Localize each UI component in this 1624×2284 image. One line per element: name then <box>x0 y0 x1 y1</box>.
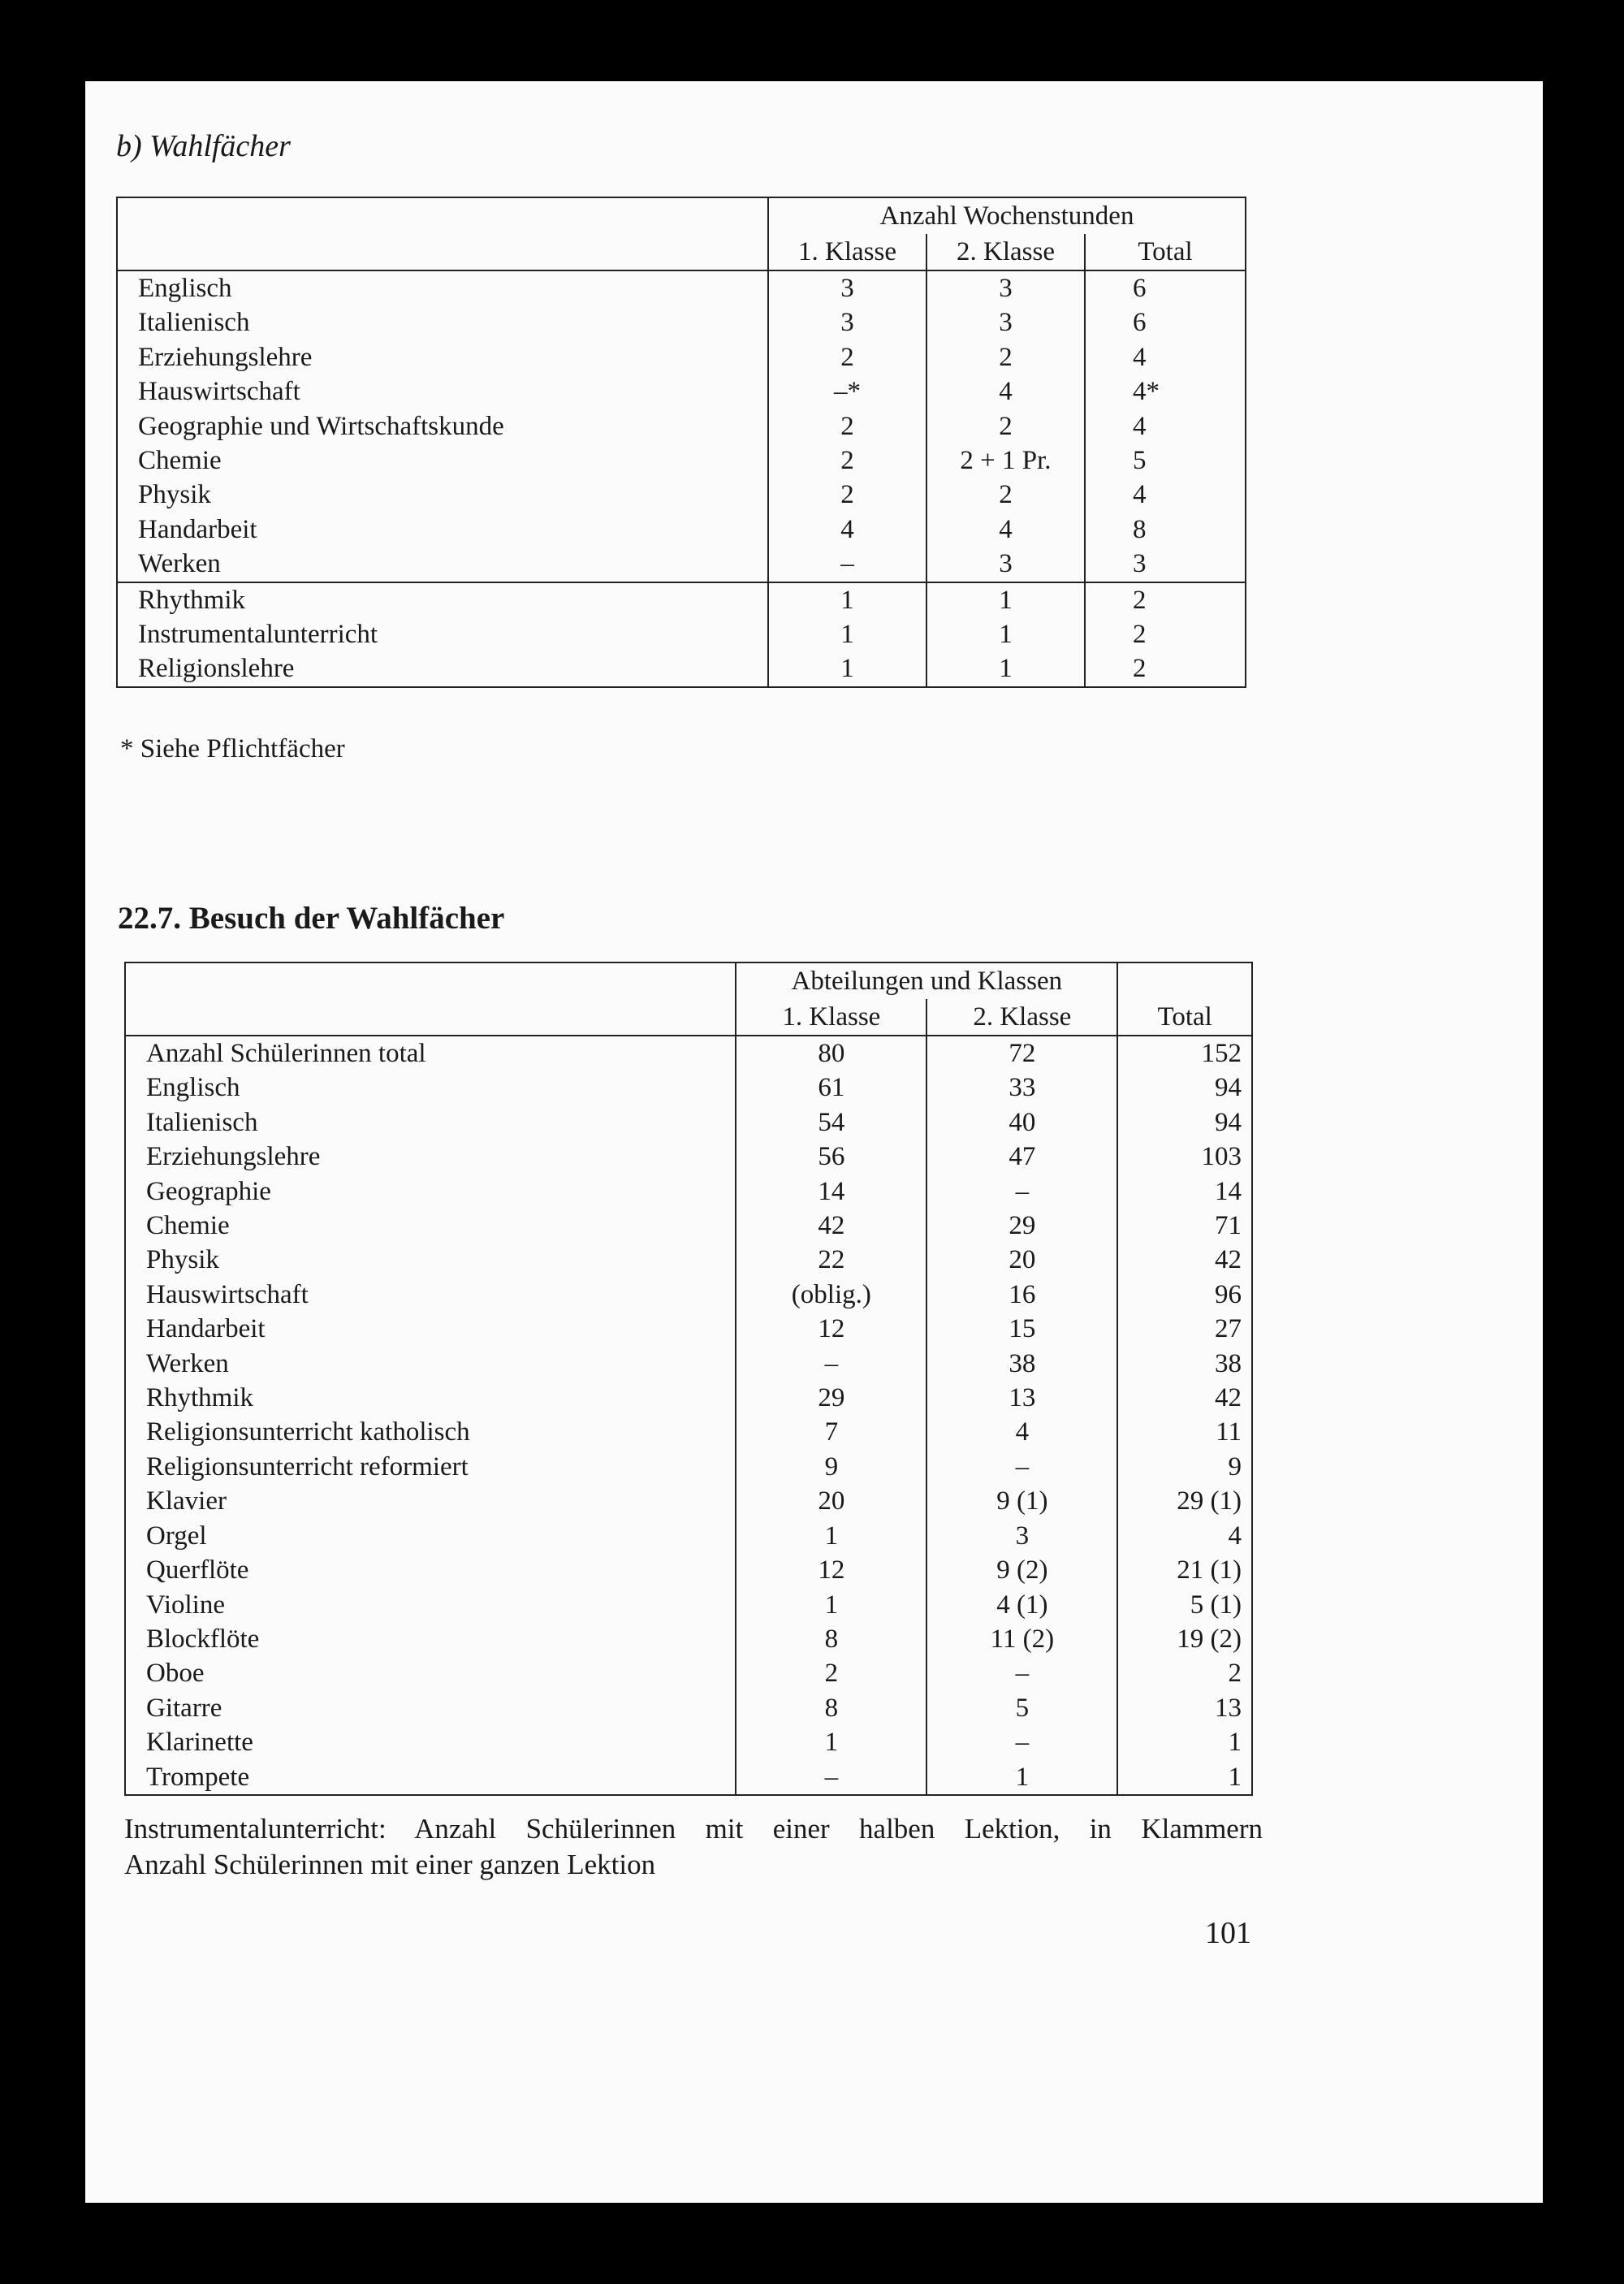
cell-total: 19 (2) <box>1117 1622 1252 1656</box>
cell-klasse-2: 2 + 1 Pr. <box>926 443 1085 478</box>
row-label: Geographie und Wirtschaftskunde <box>138 411 504 441</box>
cell-klasse-1: 1 <box>768 617 926 651</box>
cell-klasse-2: 4 <box>926 374 1085 409</box>
section-title-wahlfaecher: b) Wahlfächer <box>116 129 291 163</box>
cell-klasse-1: – <box>736 1347 926 1381</box>
cell-klasse-2: – <box>926 1656 1117 1690</box>
table-row <box>125 1588 1252 1622</box>
cell-klasse-2: 1 <box>926 651 1085 686</box>
row-label: Religionsunterricht katholisch <box>146 1417 470 1447</box>
cell-total: 94 <box>1117 1105 1252 1140</box>
section-title-besuch: 22.7. Besuch der Wahlfächer <box>118 901 505 936</box>
cell-total: 6 <box>1085 305 1246 340</box>
cell-total: 2 <box>1117 1656 1252 1690</box>
cell-klasse-2: 33 <box>926 1071 1117 1105</box>
cell-total: 152 <box>1117 1036 1252 1071</box>
row-label: Klavier <box>146 1486 227 1516</box>
row-label: Klarinette <box>146 1728 253 1758</box>
row-label: Werken <box>146 1348 229 1378</box>
table-row <box>125 1760 1252 1795</box>
cell-klasse-2: – <box>926 1450 1117 1484</box>
table-row <box>125 1312 1252 1346</box>
footnote-instrumentalunterricht <box>124 1811 1263 1883</box>
cell-klasse-1: 9 <box>736 1450 926 1484</box>
cell-total: 5 (1) <box>1117 1588 1252 1622</box>
table-row <box>117 409 1246 443</box>
cell-klasse-1: 12 <box>736 1553 926 1587</box>
cell-klasse-1: 7 <box>736 1415 926 1449</box>
table-row <box>125 1691 1252 1725</box>
row-label: Gitarre <box>146 1693 222 1723</box>
row-label: Blockflöte <box>146 1624 260 1654</box>
cell-klasse-2: 11 (2) <box>926 1622 1117 1656</box>
cell-total: 42 <box>1117 1381 1252 1415</box>
cell-total: 4 <box>1117 1519 1252 1553</box>
row-label: Rhythmik <box>117 582 768 617</box>
header-klasse-2: 2. Klasse <box>926 234 1085 270</box>
table-row <box>125 1519 1252 1553</box>
cell-klasse-1: 8 <box>736 1622 926 1656</box>
row-label: Werken <box>138 549 221 579</box>
row-label: Oboe <box>146 1659 205 1689</box>
cell-klasse-1: 54 <box>736 1105 926 1140</box>
cell-klasse-1: 56 <box>736 1140 926 1174</box>
table-row <box>117 443 1246 478</box>
row-label: Handarbeit <box>146 1314 266 1344</box>
row-label: Hauswirtschaft <box>146 1279 309 1309</box>
row-label: Religionslehre <box>138 654 295 684</box>
table-row <box>117 582 1246 617</box>
footnote-line-2: Anzahl Schülerinnen mit einer ganzen Lektion <box>124 1849 656 1880</box>
cell-klasse-2: 13 <box>926 1381 1117 1415</box>
row-label: Querflöte <box>146 1555 249 1585</box>
cell-total: 71 <box>1117 1209 1252 1243</box>
cell-klasse-2: 2 <box>926 409 1085 443</box>
cell-klasse-1: 3 <box>768 305 926 340</box>
table-row <box>125 1071 1252 1105</box>
table-row <box>117 513 1246 547</box>
cell-klasse-2: 20 <box>926 1243 1117 1277</box>
cell-klasse-1: (oblig.) <box>736 1278 926 1312</box>
cell-klasse-2: 47 <box>926 1140 1117 1174</box>
row-label: Religionsunterricht reformiert <box>146 1451 469 1482</box>
row-label: Trompete <box>146 1762 250 1792</box>
cell-klasse-1: 29 <box>736 1381 926 1415</box>
cell-klasse-2: 40 <box>926 1105 1117 1140</box>
row-label: Violine <box>146 1590 226 1620</box>
cell-klasse-2: 1 <box>926 617 1085 651</box>
row-label: Erziehungslehre <box>146 1142 321 1172</box>
cell-klasse-1: 1 <box>736 1588 926 1622</box>
table-row <box>117 547 1246 582</box>
header-group: Abteilungen und Klassen <box>736 962 1117 999</box>
cell-total: 4 <box>1085 478 1246 512</box>
cell-klasse-2: 3 <box>926 547 1085 582</box>
cell-total: 1 <box>1117 1760 1252 1795</box>
cell-total: 6 <box>1085 270 1246 305</box>
cell-klasse-2: 4 <box>926 1415 1117 1449</box>
cell-klasse-1: 2 <box>736 1656 926 1690</box>
header-total: Total <box>1085 234 1246 270</box>
header-klasse-2: 2. Klasse <box>926 999 1117 1036</box>
table-row <box>125 1105 1252 1140</box>
cell-total: 8 <box>1085 513 1246 547</box>
cell-klasse-1: 1 <box>736 1725 926 1759</box>
row-label: Physik <box>146 1245 219 1275</box>
table-row <box>125 1036 1252 1071</box>
cell-klasse-1: 2 <box>768 443 926 478</box>
cell-klasse-2: 29 <box>926 1209 1117 1243</box>
row-label: Chemie <box>146 1211 230 1241</box>
cell-klasse-2: 15 <box>926 1312 1117 1346</box>
table-wochenstunden <box>116 197 1246 688</box>
cell-total: 27 <box>1117 1312 1252 1346</box>
row-label: Handarbeit <box>138 514 257 544</box>
cell-total: 42 <box>1117 1243 1252 1277</box>
cell-klasse-1: 1 <box>736 1519 926 1553</box>
cell-total: 96 <box>1117 1278 1252 1312</box>
row-label: Instrumentalunterricht <box>138 620 378 650</box>
table-row <box>125 1415 1252 1449</box>
cell-total: 103 <box>1117 1140 1252 1174</box>
row-label: Geographie <box>146 1176 271 1206</box>
row-label: Physik <box>138 480 211 510</box>
cell-total: 4* <box>1085 374 1246 409</box>
table-row <box>117 374 1246 409</box>
table-row <box>117 651 1246 686</box>
cell-total: 1 <box>1117 1725 1252 1759</box>
cell-klasse-2: 3 <box>926 1519 1117 1553</box>
cell-klasse-2: 9 (2) <box>926 1553 1117 1587</box>
table-row <box>117 270 1246 305</box>
table-subheader-row <box>117 234 1246 270</box>
table-row <box>125 1450 1252 1484</box>
cell-total: 29 (1) <box>1117 1484 1252 1518</box>
cell-klasse-2: 5 <box>926 1691 1117 1725</box>
cell-klasse-1: 8 <box>736 1691 926 1725</box>
header-empty <box>125 962 736 1036</box>
row-label: Anzahl Schülerinnen total <box>125 1036 736 1071</box>
row-label: Erziehungslehre <box>138 342 313 372</box>
row-label: Orgel <box>146 1521 207 1551</box>
header-total: Total <box>1117 962 1252 1036</box>
row-label: Rhythmik <box>146 1383 254 1413</box>
cell-total: 9 <box>1117 1450 1252 1484</box>
table-row <box>117 478 1246 512</box>
cell-klasse-1: 42 <box>736 1209 926 1243</box>
table-row <box>125 1174 1252 1209</box>
table-row <box>125 1553 1252 1587</box>
cell-klasse-2: 2 <box>926 478 1085 512</box>
header-empty <box>117 234 768 270</box>
cell-klasse-2: 1 <box>926 1760 1117 1795</box>
cell-klasse-1: – <box>768 547 926 582</box>
cell-total: 11 <box>1117 1415 1252 1449</box>
header-klasse-1: 1. Klasse <box>736 999 926 1036</box>
cell-klasse-2: 72 <box>926 1036 1117 1071</box>
footnote-pflichtfaecher: * Siehe Pflichtfächer <box>120 734 345 763</box>
footnote-line-1: Instrumentalunterricht: Anzahl Schülerinnen mit einer halben Lektion, in Klammern <box>124 1813 1263 1845</box>
cell-klasse-1: – <box>736 1760 926 1795</box>
table-header-row <box>117 197 1246 234</box>
header-klasse-1: 1. Klasse <box>768 234 926 270</box>
cell-klasse-1: 1 <box>768 582 926 617</box>
row-label: Italienisch <box>138 308 250 338</box>
table-header-row <box>125 962 1252 999</box>
table-row <box>125 1381 1252 1415</box>
cell-klasse-2: 2 <box>926 340 1085 374</box>
cell-klasse-1: 1 <box>768 651 926 686</box>
cell-klasse-1: 2 <box>768 409 926 443</box>
cell-klasse-2: 1 <box>926 582 1085 617</box>
cell-total: 2 <box>1085 651 1246 686</box>
row-label: Englisch <box>146 1073 240 1103</box>
cell-total: 94 <box>1117 1071 1252 1105</box>
table-row <box>125 1484 1252 1518</box>
cell-total: 4 <box>1085 409 1246 443</box>
table-row <box>125 1209 1252 1243</box>
table-row <box>117 617 1246 651</box>
table-row <box>125 1140 1252 1174</box>
cell-total: 5 <box>1085 443 1246 478</box>
table-row <box>125 1725 1252 1759</box>
cell-klasse-2: 16 <box>926 1278 1117 1312</box>
cell-klasse-1: 4 <box>768 513 926 547</box>
cell-total: 38 <box>1117 1347 1252 1381</box>
cell-total: 2 <box>1085 617 1246 651</box>
table-row <box>117 340 1246 374</box>
cell-total: 13 <box>1117 1691 1252 1725</box>
cell-klasse-2: – <box>926 1174 1117 1209</box>
cell-klasse-2: 4 <box>926 513 1085 547</box>
cell-total: 14 <box>1117 1174 1252 1209</box>
cell-klasse-1: 2 <box>768 340 926 374</box>
cell-klasse-2: 3 <box>926 270 1085 305</box>
table-row <box>125 1278 1252 1312</box>
cell-klasse-1: 3 <box>768 270 926 305</box>
cell-klasse-1: 12 <box>736 1312 926 1346</box>
cell-klasse-2: 9 (1) <box>926 1484 1117 1518</box>
table-row <box>125 1656 1252 1690</box>
cell-total: 3 <box>1085 547 1246 582</box>
cell-klasse-1: 14 <box>736 1174 926 1209</box>
cell-klasse-1: 80 <box>736 1036 926 1071</box>
row-label: Hauswirtschaft <box>138 377 300 407</box>
cell-total: 21 (1) <box>1117 1553 1252 1587</box>
cell-klasse-2: 3 <box>926 305 1085 340</box>
table-row <box>125 1622 1252 1656</box>
table-row <box>117 305 1246 340</box>
row-label: Italienisch <box>146 1107 258 1137</box>
cell-total: 4 <box>1085 340 1246 374</box>
table-besuch <box>124 962 1253 1796</box>
cell-klasse-1: 22 <box>736 1243 926 1277</box>
cell-klasse-2: 38 <box>926 1347 1117 1381</box>
header-group: Anzahl Wochenstunden <box>768 197 1246 234</box>
row-label: Chemie <box>138 446 222 476</box>
cell-klasse-2: 4 (1) <box>926 1588 1117 1622</box>
cell-klasse-1: –* <box>768 374 926 409</box>
cell-klasse-1: 61 <box>736 1071 926 1105</box>
header-empty <box>117 197 768 234</box>
row-label: Englisch <box>117 270 768 305</box>
table-row <box>125 1243 1252 1277</box>
table-row <box>125 1347 1252 1381</box>
cell-klasse-2: – <box>926 1725 1117 1759</box>
page-number: 101 <box>1205 1916 1251 1950</box>
cell-klasse-1: 20 <box>736 1484 926 1518</box>
cell-klasse-1: 2 <box>768 478 926 512</box>
cell-total: 2 <box>1085 582 1246 617</box>
